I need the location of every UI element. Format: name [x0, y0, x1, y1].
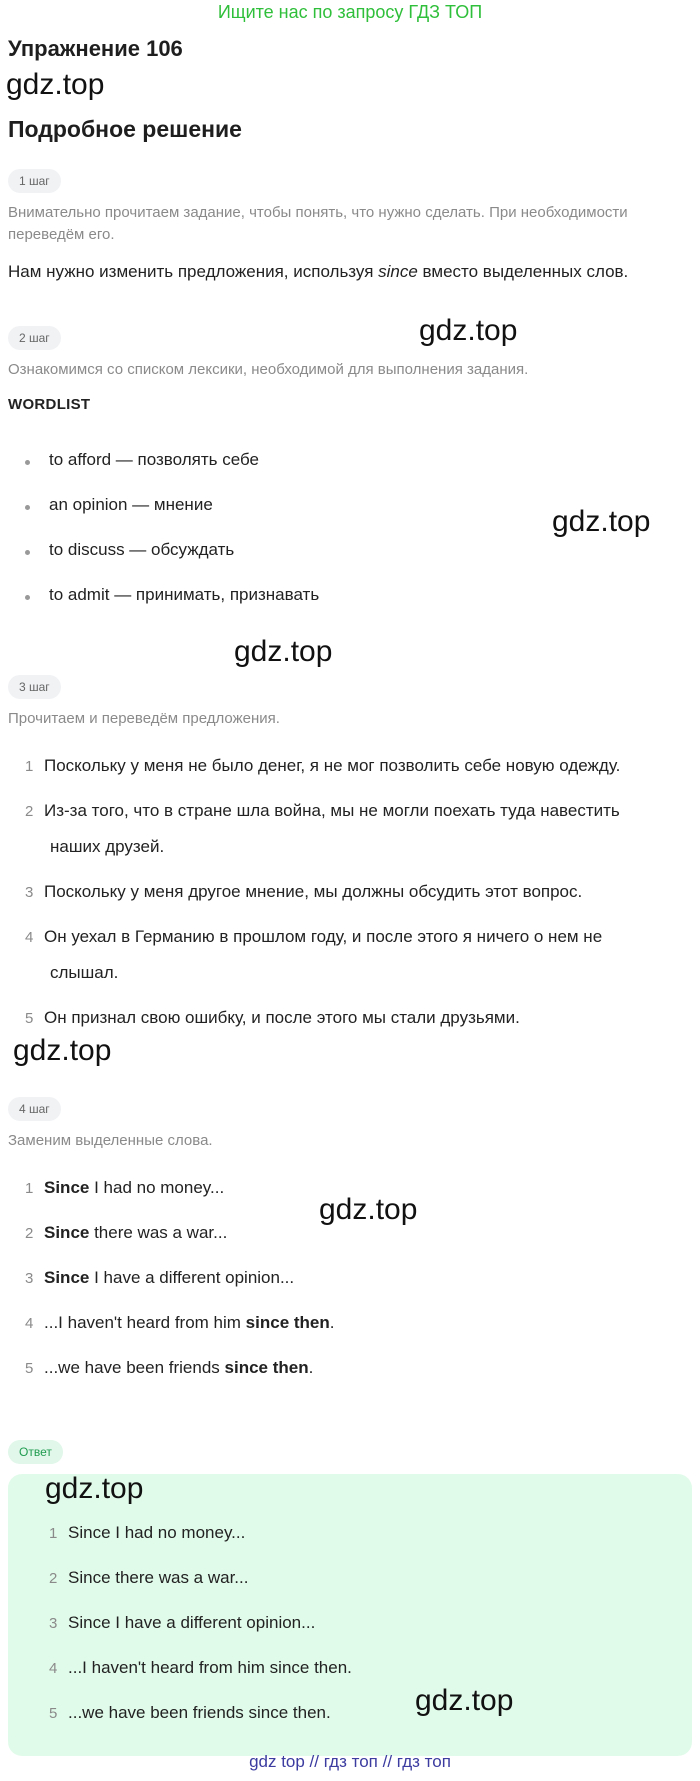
watermark: gdz.top: [234, 635, 333, 668]
replacement-line: [44, 1170, 224, 1206]
wordlist-item: to discuss — обсуждать: [49, 540, 235, 559]
answer-line: Since there was a war...: [68, 1568, 249, 1587]
list-number: 5: [25, 1360, 34, 1377]
watermark: gdz.top: [319, 1193, 418, 1226]
replacement-post: I had no money...: [89, 1178, 225, 1197]
answer-line: Since I have a different opinion...: [68, 1613, 316, 1632]
replacement-bold: Since: [44, 1268, 90, 1287]
replacement-bold: since then: [224, 1358, 309, 1377]
list-number: 4: [25, 1315, 34, 1332]
translation-line: Поскольку у меня другое мнение, мы должны обсудить этот вопрос.: [44, 882, 583, 901]
answer-list: [0, 1515, 700, 1745]
translation-list: [0, 748, 700, 1038]
step-1-hint: Внимательно прочитаем задание, чтобы понять, что нужно сделать. При необходимости переведём его.: [8, 204, 628, 243]
bullet-dot: [25, 550, 30, 555]
list-number: 2: [49, 1570, 58, 1587]
answer-line: ...I haven't heard from him since then.: [68, 1658, 352, 1677]
wordlist-heading: WORDLIST: [8, 396, 91, 413]
list-number: 4: [49, 1660, 58, 1677]
footer-link-gdz-top[interactable]: gdz top: [249, 1752, 305, 1771]
list-number: 2: [25, 803, 34, 820]
list-number: 2: [25, 1225, 34, 1242]
wordlist-item: to admit — принимать, признавать: [49, 585, 320, 604]
translation-line: Он признал свою ошибку, и после этого мы стали друзьями.: [44, 1008, 520, 1027]
translation-line: Он уехал в Германию в прошлом году, и после этого я ничего о нем не: [44, 927, 603, 946]
replacement-line: [44, 1305, 335, 1341]
step-3-badge: [8, 675, 61, 699]
translation-line: Из-за того, что в стране шла война, мы не могли поехать туда навестить: [44, 801, 620, 820]
step-1-text: [8, 259, 688, 285]
footer-links: [0, 1752, 700, 1772]
wordlist-item: to afford — позволять себе: [49, 450, 259, 469]
step-4-label: 4 шаг: [8, 1097, 61, 1121]
replacement-line: [44, 1350, 313, 1386]
replacement-post: .: [308, 1358, 314, 1377]
bullet-dot: [25, 505, 30, 510]
replacement-bold: Since: [44, 1223, 90, 1242]
wordlist-item: an opinion — мнение: [49, 495, 213, 514]
translation-line-cont: наших друзей.: [50, 837, 165, 856]
translation-line: Поскольку у меня не было денег, я не мог позволить себе новую одежду.: [44, 756, 621, 775]
list-number: 1: [25, 758, 34, 775]
step-1-text-emphasis: since: [378, 262, 418, 281]
replacement-line: [44, 1215, 227, 1251]
list-number: 3: [49, 1615, 58, 1632]
watermark: gdz.top: [45, 1472, 144, 1505]
answer-label: Ответ: [8, 1440, 63, 1464]
section-title: Подробное решение: [8, 116, 242, 142]
list-number: 1: [49, 1525, 58, 1542]
list-number: 4: [25, 929, 34, 946]
watermark: gdz.top: [552, 505, 651, 538]
step-3-hint: Прочитаем и переведём предложения.: [8, 710, 280, 727]
step-2-badge: [8, 326, 61, 350]
replacement-bold: since then: [245, 1313, 330, 1332]
footer-separator: //: [377, 1752, 397, 1771]
replacement-line: [44, 1260, 294, 1296]
footer-link-gdz-top-ru-2[interactable]: гдз топ: [396, 1752, 451, 1771]
watermark: gdz.top: [415, 1684, 514, 1717]
step-1-label: 1 шаг: [8, 169, 61, 193]
step-3-label: 3 шаг: [8, 675, 61, 699]
answer-line: Since I had no money...: [68, 1523, 246, 1542]
list-number: 5: [25, 1010, 34, 1027]
step-1-text-before: Нам нужно изменить предложения, используя: [8, 262, 379, 281]
replacement-post: there was a war...: [89, 1223, 228, 1242]
watermark: gdz.top: [419, 314, 518, 347]
list-number: 3: [25, 1270, 34, 1287]
replacement-pre: ...we have been friends: [44, 1358, 225, 1377]
watermark: gdz.top: [13, 1034, 112, 1067]
replacement-bold: Since: [44, 1178, 90, 1197]
step-1-text-after: вместо выделенных слов.: [417, 262, 629, 281]
list-number: 3: [25, 884, 34, 901]
translation-line-cont: слышал.: [50, 963, 119, 982]
watermark: gdz.top: [6, 68, 105, 101]
page-title: Упражнение 106: [8, 36, 183, 61]
step-2-hint: Ознакомимся со списком лексики, необходимой для выполнения задания.: [8, 361, 529, 378]
replacement-post: .: [329, 1313, 335, 1332]
bullet-dot: [25, 595, 30, 600]
footer-separator: //: [304, 1752, 324, 1771]
bullet-dot: [25, 460, 30, 465]
search-banner: Ищите нас по запросу ГДЗ ТОП: [217, 2, 483, 22]
step-2-label: 2 шаг: [8, 326, 61, 350]
list-number: 1: [25, 1180, 34, 1197]
step-4-badge: [8, 1097, 61, 1121]
list-number: 5: [49, 1705, 58, 1722]
step-4-hint: Заменим выделенные слова.: [8, 1132, 213, 1149]
footer-link-gdz-top-ru[interactable]: гдз топ: [323, 1752, 378, 1771]
answer-line: ...we have been friends since then.: [68, 1703, 331, 1722]
replacement-post: I have a different opinion...: [89, 1268, 295, 1287]
replacement-pre: ...I haven't heard from him: [44, 1313, 246, 1332]
answer-badge: [8, 1440, 63, 1464]
step-1-badge: [8, 169, 61, 193]
